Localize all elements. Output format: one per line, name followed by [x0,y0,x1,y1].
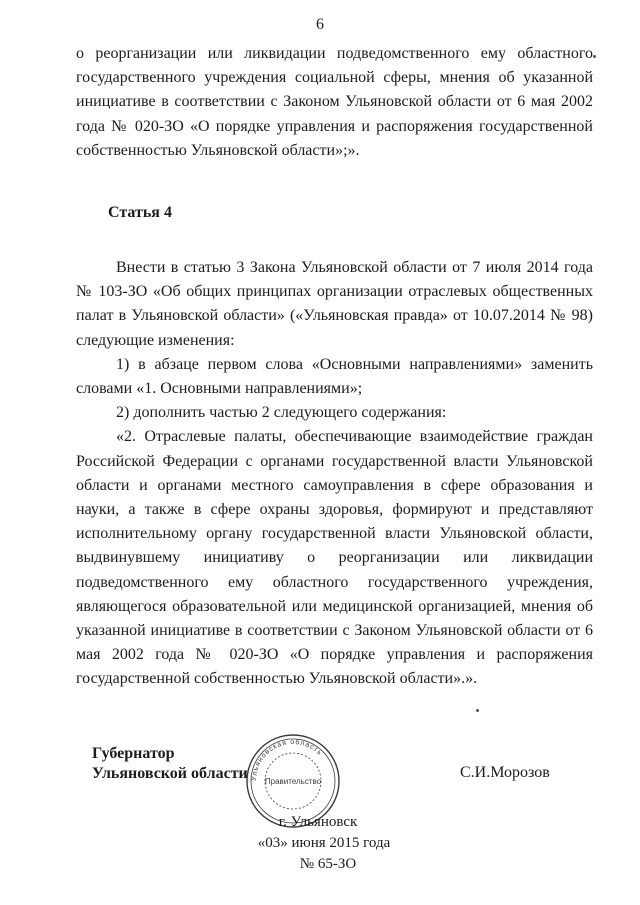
page-number: 6 [316,16,324,33]
footer-number: № 65-ЗО [299,856,357,872]
continuation-paragraph: о реорганизации или ликвидации подведомственного ему областного государственного учреждения социальной сферы, мнения об указанной инициативе в соответствии с Законом Ульяновской области от 6 мая 2002 года № 020-ЗО «О порядке управления и распоряжения государственной собственностью Ульяновской области»;». [76,45,593,159]
scan-mark [593,55,596,58]
seal-ring-text [251,738,324,781]
article-heading: Статья 4 [108,204,172,221]
signature-title-line2: Ульяновской области [92,765,248,782]
article-paragraph-intro: Внести в статью 3 Закона Ульяновской области от 7 июля 2014 года № 103-ЗО «Об общих принципах организации отраслевых общественных палат в Ульяновской области» («Ульяновская правда» от 10.07.2014 № 98) следующие изменения: [76,259,593,349]
footer-city: г. Ульяновск [278,814,358,830]
footer-date: «03» июня 2015 года [257,835,391,851]
seal-ring-text-path: Ульяновская область [250,738,324,782]
signature-name: С.И.Морозов [460,764,550,781]
signature-title [92,744,248,784]
law-footer [0,812,640,875]
scan-mark [476,709,479,712]
article-body [76,256,593,692]
article-paragraph-item-1: 1) в абзаце первом слова «Основными направлениями» заменить словами «1. Основными направлениями»; [76,355,593,398]
continuation-block [76,42,593,163]
signature-title-line1: Губернатор [92,745,175,762]
article-paragraph-new-part: «2. Отраслевые палаты, обеспечивающие взаимодействие граждан Российской Федерации с органами государственной власти Ульяновской области и органами местного самоуправления в сфере образования и науки, а также в сфере охраны здоровья, формируют и представляют исполнительному органу государственной власти Ульяновской области, выдвинувшему инициативу о реорганизации или ликвидации подведомственного ему областного государственного учреждения, являющегося образовательной или медицинской организацией, мнения об указанной инициативе в соответствии с Законом Ульяновской области от 6 мая 2002 года № 020-ЗО «О порядке управления и распоряжения государственной собственностью Ульяновской области».». [76,428,593,688]
article-paragraph-item-2: 2) дополнить частью 2 следующего содержания: [116,404,447,422]
seal-center-text: Правительство [264,777,322,786]
